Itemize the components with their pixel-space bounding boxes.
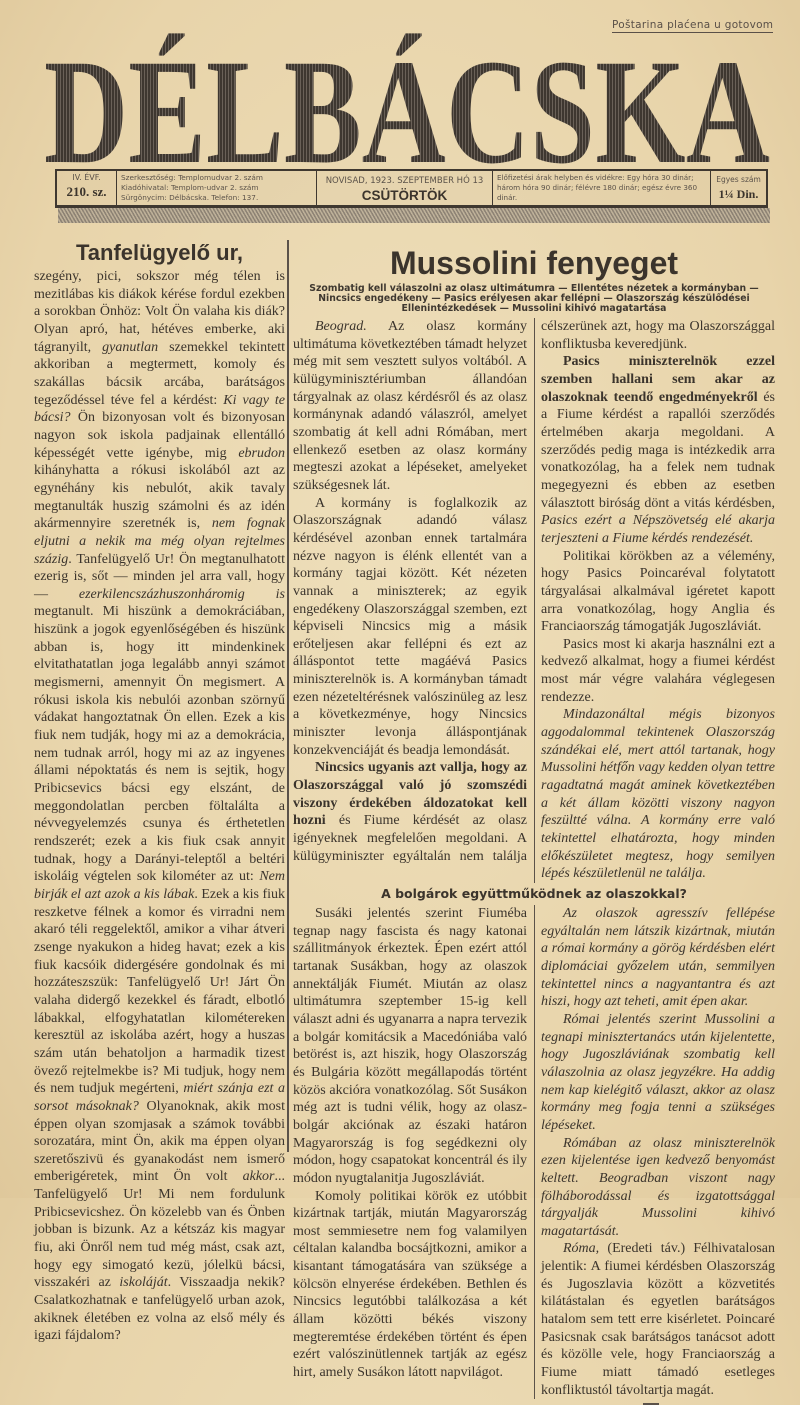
single-copy-price: 1¼ Din. (718, 187, 759, 201)
text-run: megtanult. Mi hiszünk a demokráciában, hiszünk a jogok egyenlőségében és hiszünk abban is, hogy itt mindenkinek elvitathatatlan joga legalább annyi számot megismerni, amennyit Ön megismert. A rókusi iskola kis nebulói azonban szörnyű vádakat hangoztatnak Ön ellen. Ezek a kis fiuk nem tudják, hogy mi az a demokrácia, nem tudnak arról, hogy mi az az ingyenes állami népoktatás és nem is sejtik, hogy Pribicsevics bácsi egy elszánt, de meggondolatlan percben föltalálta a névvegyelemzés csunya és érthetetlen rendszerét; ezek a kis fiuk csak annyit tudnak, hogy a Darányi-teleptől a beltéri iskoláig végtelen sok kilométer az ut: (34, 604, 285, 885)
masthead-graphic (40, 22, 776, 168)
date-cell (317, 171, 493, 205)
italic-text: akkor (242, 1169, 275, 1185)
text-run: Az olasz kormány ultimátuma következtében támadt helyzet még mit sem vesztett sulyos voltából. A külügyminisztériumban állandóan tárgyalnak az olasz kérdésről és az olasz kormánynak adandó válaszról, amelyet szombatig át kell adni Rómában, mert ellenkező esetben az olasz kormány megteszi azokat a lépéseket, amelyeket szükségesnek lát. (293, 319, 527, 493)
text-run: Komoly politikai körök ez utóbbit kizártnak tartják, miután Magyarország most semmiesetre nem fog valamilyen céltalan kalandba bocsájtkozni, amikor a kisantant támogatására van szüksége a kölcsön elnyerése érdekében. Bethlen és Nincsics legutóbbi találkozása a két állam közötti békés viszony megteremtése érdekében történt és épen ezért valószinütlennek tartják az egész hirt, amely Susákon látott napvilágot. (293, 1188, 527, 1381)
paragraph (541, 1011, 775, 1135)
masthead-title: DÉLBÁCSKA (44, 29, 770, 168)
paragraph (293, 1188, 527, 1382)
telegram-phone: Sürgönycim: Délbácska. Telefon: 137. (121, 193, 259, 202)
volume-label: IV. ÉVF. (72, 173, 101, 182)
paragraph (541, 905, 775, 1011)
italic-text: Az olaszok agresszív fellépése egyáltalán nem látszik kizártnak, miután a római kormány a görög kérdésben elért diplomáciai győzelem után, semmilyen tekintettel nincs a nagyantantra és azt hiszi, hogy azt teheti, amit épen akar. (541, 906, 775, 1010)
paragraph (541, 636, 775, 707)
publisher-address: Kiadóhivatal: Templom-udvar 2. szám (121, 183, 259, 192)
right-section (293, 244, 775, 1405)
text-run: . Ezek a kis fiuk reszketve félnek a komor és virradni nem akaró téli reggelektől, amikor a vihar átveri zsenge nyakukon a hideg havat; ezek a kis fiuk kacsóik didergésére gondolnak és mi hozzáteszszük: Tanfelügyelő Ur! Járt Ön valaha didergő kezekkel és fáradt, elbotló lábakkal, elfogyhatatlan kilométereken keresztül az iskolába azért, hogy a huszas szám után behatoljon a harmadik tizest övező rejtelmekbe is? Mi tudjuk, hogy nem és nem tudjuk megérteni, (34, 886, 285, 1097)
issue-date: NOVISAD, 1923. SZEPTEMBER HÓ 13 (325, 176, 484, 186)
text-run: szegény, pici, sokszor még télen is mezitlábas kis diákok kérése fordul ezekben a sorokban Önhöz: Volt Ön valaha kis diák? Olyan apró, hat, hétéves emberke, aki tágranyilt, (34, 269, 285, 355)
article-body (34, 268, 285, 1345)
text-run: és a Fiume kérdést a rapallói szerződés értelmében akarja megoldani. A szerződés pedig maga is intézkedik arra vonatkozólag, ha a felek nem tudnak megegyezni és ebben az esetben választott biróság dönt a vitás kérdésben, (541, 389, 775, 511)
text-run: Pasics most ki akarja használni ezt a kedvező alkalmat, hogy a fiumei kérdést most már végre valahára véglegesen rendezze. (541, 636, 775, 705)
paragraph (293, 905, 527, 1188)
italic-text: Nem birják el azt azok a kis lábak (34, 869, 285, 902)
issue-info-box (55, 169, 768, 208)
text-run: . Tanfelügyelő Ur! Ön megtanulhatott ezerig is, sőt — minden jel arra vall, hogy — (34, 551, 285, 602)
headline-text: Mussolini fenyeget (389, 245, 679, 281)
price-cell (711, 171, 766, 205)
single-copy-label: Egyes szám (716, 175, 761, 184)
paragraph (293, 318, 527, 495)
italic-text: Beograd. (315, 319, 367, 334)
text-run: ... Tanfelügyelő Ur! Mi nem fordulunk Pribicsevicshez. Ön közelebb van és Önben jobban is bizunk. Az a kétszáz kis magyar fiu, aki Önről nem tud még mást, csak azt, hogy egy simogató kezü, jólelkü bácsi, visszakéri az (34, 1169, 285, 1291)
bold-text: Pasics miniszterelnök ezzel szemben hallani sem akar az olaszoknak teendő engedményekről (541, 354, 775, 405)
text-run: szemekkel tekintett akkoriban a megtermett, komoly és szakállas bácsik arcába, barátságos tegeződéssel téve fel a kérdést: (34, 339, 285, 408)
text-run: Politikai körökben az a vélemény, hogy Pasics Poincaréval folytatott tárgyalásai alkalmával igéretet kapott arra vonatkozólag, hogy Anglia és Franciaország támogatják Jugoszláviát. (541, 548, 775, 635)
italic-text: gyanutlan (102, 339, 159, 355)
paragraph (541, 353, 775, 547)
italic-text: nem fognak eljutni a nekik ma még olyan rejtelmes százig (34, 516, 285, 567)
issue-number: 210. sz. (66, 184, 107, 199)
editorial-address: Szerkesztőség: Templomudvar 2. szám (121, 173, 263, 182)
bold-text: Nincsics ugyanis azt vallja, hogy az Olaszországgal való jó szomszédi viszony érdekében áldozatokat kell hozni (293, 760, 527, 829)
italic-text: Ki vagy te bácsi? (34, 392, 286, 426)
text-run: (Eredeti táv.) Félhivatalosan jelentik: A fiumei kérdésben Olaszország és Jugoszlavia között a közvetités kilátástalan és egyetlen barátságos hatalom sem tett erre kisérletet. Poincaré Pasicsnak csak barátságos tanácsot adott és közölle vele, hogy Franciaország a Fiume miatt támadó esetleges konfliktustól távoltartja magát. (541, 1241, 775, 1398)
paragraph (34, 268, 285, 1345)
italic-text: iskoláját (119, 1275, 168, 1291)
section-heading-bulgarians: A bolgárok együttműködnek az olaszokkal? (381, 886, 687, 901)
text-run: kihányhatta a rókusi iskolából azt az egynéhány kis nebulót, akik tavaly megtanulták huszig számolni és az idén akármennyire szeretnék is, (34, 463, 285, 532)
contact-cell (117, 171, 317, 205)
italic-text: ebrudon (238, 445, 285, 461)
text-run: A kormány is foglalkozik az Olaszországnak adandó válasz kérdésével azonban ennek tartalmára nézve nagyon is élénk ellentét van a kormány tagjai között. Két nézeten vannak a miniszterek; az egyik engedékeny Olaszországgal szemben, ezt képviseli Nincsics mig a másik erőteljesen akar fellépni és ezt az álláspontot tette magáévá Pasics miniszterelnök is. A kormányban támadt ezen nézeteltérésnek valószinüleg az lesz a következménye, hogy Nincsics miniszter levonja álláspontjának konzekvenciáját és beadja lemondását. (293, 495, 527, 758)
column-divider (287, 240, 289, 1152)
paragraph (541, 706, 775, 883)
text-run: és Fiume kérdését az olasz igényeknek megfelelően megoldani. A külügyminiszter egyáltalán nem találja célszerünek azt, hogy ma Olaszországgal konfliktusba keveredjünk. (293, 319, 775, 864)
italic-text: miért szánja ezt a sorsot másoknak? (34, 1081, 285, 1114)
text-run: . Visszaadja nekik? Csalatkozhatnak e tanfelügyelő urban azok, akiknek életében ez volna az első mély és igazi fájdalom? (34, 1275, 285, 1344)
paragraph (293, 495, 527, 760)
article-subheads: Szombatig kell válaszolni az olasz ultimátumra — Ellentétes nézetek a kormányban — Nincsics engedékeny — Pasics erélyesen akar fellépni — Olaszország készülődései Ellenintézkedések — Mussolini kihivó magatartása (309, 283, 759, 314)
text-run: Ön bizonyosan volt és bizonyosan nagyon sok iskola padjainak ellentálló képességét vette igénybe, mig (34, 410, 285, 461)
subscription-cell: Előfizetési árak helyben és vidékre: Egy hóra 30 dinár; három hóra 90 dinár; félévre 180 dinár; egész évre 360 dinár. (493, 171, 711, 205)
italic-text: Rómában az olasz miniszterelnök ezen kijelentése igen kedvező benyomást keltett. Beogradban viszont nagy fölháborodással és izgatottsággal tárgyalják Mussolini kihivó magatartását. (541, 1135, 775, 1239)
issue-number-cell (57, 171, 117, 205)
issue-weekday: CSÜTÖRTÖK (361, 188, 448, 203)
text-run: Olyanoknak, akik most éppen olyan szomjasak a számok további sorozatára, mint Ön, akik ma éppen olyan szeretőszivü és gyanakodást nem ismerő emberigéretek, mint Ön volt (34, 1098, 285, 1185)
italic-text: Pasics ezért a Népszövetség elé akarja terjeszteni a Fiume kérdés rendezését. (541, 513, 775, 546)
text-run: Susáki jelentés szerint Fiuméba tegnap nagy fascista és nagy katonai szállitmányok érkeztek. Épen ezért attól tartanak Susákban, hogy az olaszok annektálják Fiumét. Miután az olasz ultimátumra szeptember 15-ig kell választ adni és ugyanarra a napra tervezik a bolgár komitácsik a Macedóniába való betörést is, azt hiszik, hogy Olaszország és Bulgária között megállapodás történt közös akcióra vonatkozólag. Sőt Susákon még azt is tudni vélik, hogy az olasz-bolgár akciónak az északi határon Magyarország is fog segédkezni oly módon, hogy csapatokat koncentrál és ily módon nyugtalanitja Jugoszláviát. (293, 906, 527, 1186)
decorative-hatched-rule (58, 208, 770, 223)
article-title: Tanfelügyelő ur, (75, 240, 244, 265)
article-mussolini-headline (293, 244, 775, 282)
article-bulgarians-body (293, 905, 775, 1399)
postage-paid-note: Poštarina plaćena u gotovom (612, 19, 774, 31)
newspaper-masthead (40, 22, 776, 168)
article-mussolini-body (293, 318, 775, 883)
italic-text: Róma, (563, 1241, 600, 1257)
article-tanfelugyelo (34, 240, 285, 1345)
paragraph (541, 1240, 775, 1399)
paragraph (541, 1135, 775, 1241)
italic-text: ezerkilencszázhuszonháromig is (78, 586, 285, 602)
paragraph (541, 548, 775, 636)
italic-text: Mindazonáltal mégis bizonyos aggodalommal tekintenek Olaszország szándékai elé, mert attól tartanak, hogy Mussolini hétfőn vagy kedden olyan tettre ragadtatná magát aminek következtében a két állam közötti viszony nagyon feszültté válna. A kormány erre való tekintettel elhatározta, hogy minden előkészületet megtesz, hogy semilyen lépés készületlenül ne találja. (541, 707, 775, 882)
italic-text: Római jelentés szerint Mussolini a tegnapi minisztertanács után kijelentette, hogy Jugoszláviának szombatig kell válaszolnia az olasz jegyzékre. Ha addig nem kap kielégitő választ, akkor az olasz kormány meg fogja tenni a szükséges lépéseket. (541, 1011, 775, 1133)
